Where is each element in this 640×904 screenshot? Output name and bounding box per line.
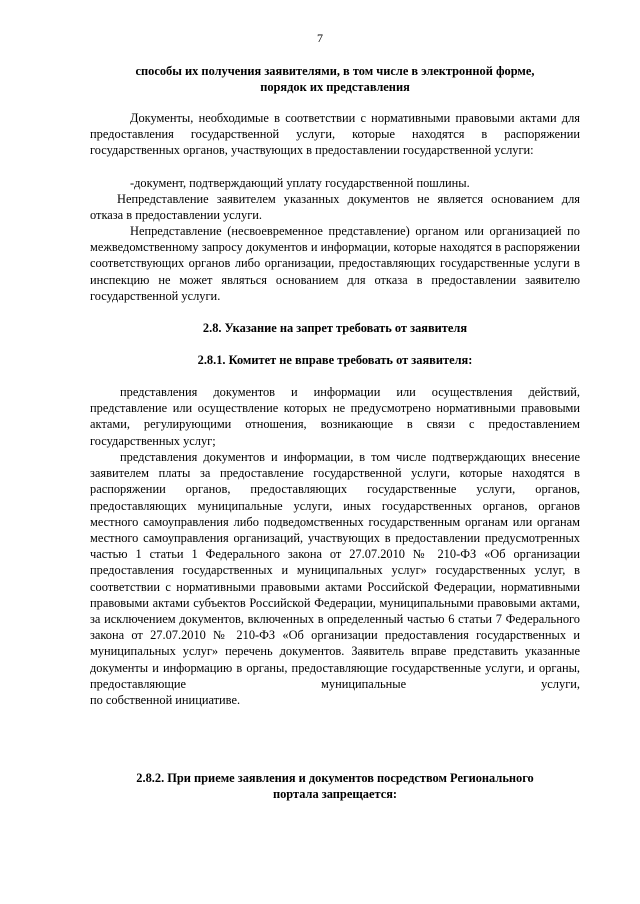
page-number: 7 xyxy=(317,31,323,45)
paragraph-documents-required: Документы, необходимые в соответствии с нормативными правовыми актами для предоставления государственной услуги, которые находятся в распоряжении государственных органов, участвующих в предоставлении государственной услуги: xyxy=(90,111,580,158)
heading-2-8-1: 2.8.1. Комитет не вправе требовать от заявителя: xyxy=(197,353,473,367)
list-item-fee-document: -документ, подтверждающий уплату государственной пошлины. xyxy=(130,176,470,190)
heading-2-8: 2.8. Указание на запрет требовать от заявителя xyxy=(202,321,468,335)
section-heading-continuation xyxy=(90,63,580,95)
heading-2-8-2-line-1: 2.8.2. При приеме заявления и документов посредством Регионального xyxy=(136,771,534,785)
heading-line-2: порядок их представления xyxy=(260,80,410,95)
paragraph-prohibited-documents xyxy=(90,449,580,708)
paragraph-prohibited-documents-body: представления документов и информации, в том числе подтверждающих внесение заявителем платы за предоставление государственной услуги, которые находятся в распоряжении органов, предоставляющих государственные услуги, органов, предоставляющих муниципальные услуги, иных государственных органов, органов местного самоуправления либо подведомственных государственным органам или органам местного самоуправления организаций, участвующих в предоставлении предусмотренных частью 1 статьи 1 Федерального закона от 27.07.2010 № 210-ФЗ «Об организации предоставления государственных и муниципальных услуг» государственных услуг, в соответствии с нормативными правовыми актами Российской Федерации, нормативными правовыми актами субъектов Российской Федерации, муниципальными правовыми актами, за исключением документов, включенных в определенный частью 6 статьи 7 Федерального закона от 27.07.2010 № 210-ФЗ «Об организации предоставления государственных и муниципальных услуг» перечень документов. Заявитель вправе представить указанные документы и информацию в органы, предоставляющие государственные услуги, и органы, предоставляющие муниципальные услуги, xyxy=(90,450,580,691)
paragraph-non-submission: Непредставление заявителем указанных документов не является основанием для отказа в предоставлении услуги. xyxy=(90,192,580,223)
paragraph-prohibited-actions: представления документов и информации или осуществления действий, представление или осуществление которых не предусмотрено нормативными правовыми актами, регулирующими отношения, возникающие в связи с предоставлением государственных услуг; xyxy=(90,385,580,448)
heading-2-8-2 xyxy=(90,770,580,802)
paragraph-interagency-request: Непредставление (несвоевременное представление) органом или организацией по межведомственному запросу документов и информации, которые находятся в распоряжении соответствующих органов либо организации, предоставляющих государственные услуги в инспекцию не может являться основанием для отказа в предоставлении заявителю государственной услуги. xyxy=(90,224,580,303)
heading-2-8-2-line-2: портала запрещается: xyxy=(272,787,398,802)
paragraph-prohibited-documents-end: по собственной инициативе. xyxy=(90,693,241,708)
heading-line-1: способы их получения заявителями, в том числе в электронной форме, xyxy=(135,64,535,78)
